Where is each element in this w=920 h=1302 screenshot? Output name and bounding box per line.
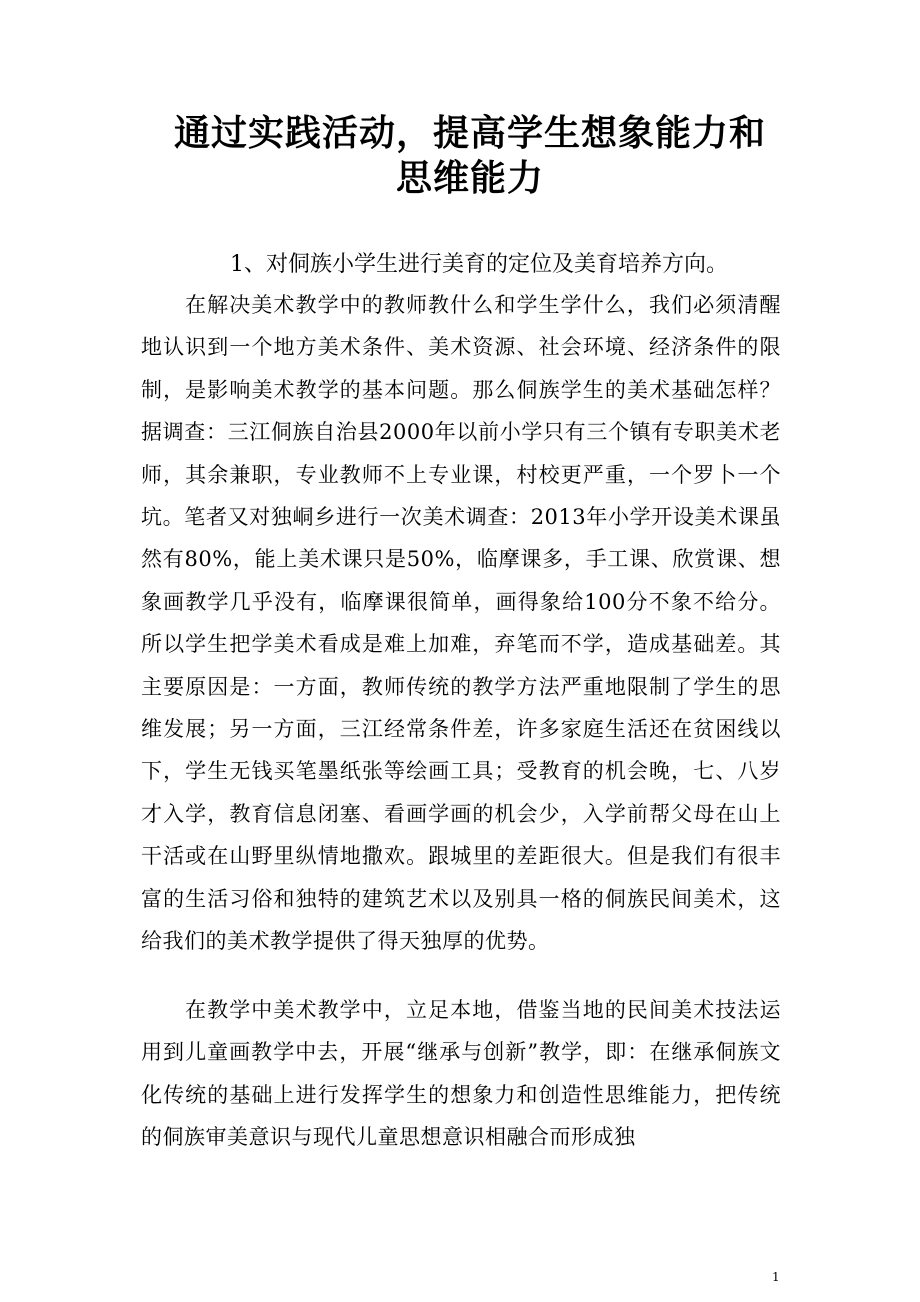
page-number: 1 — [772, 1270, 780, 1284]
document-title-line-2: 思维能力 — [395, 157, 544, 199]
body-paragraph-1: 在解决美术教学中的教师教什么和学生学什么，我们必须清醒地认识到一个地方美术条件、美术资源、社会环境、经济条件的限制，是影响美术教学的基本问题。那么侗族学生的美术基础怎样？据调查：三江侗族自治县2000年以前小学只有三个镇有专职美术老师，其余兼职，专业教师不上专业课，村校更严重，一个罗卜一个坑。笔者又对独峒乡进行一次美术调查：2013年小学开设美术课虽然有80%，能上美术课只是50%，临摩课多，手工课、欣赏课、想象画教学几乎没有，临摩课很简单，画得象给100分不象不给分。所以学生把学美术看成是难上加难，弃笔而不学，造成基础差。其主要原因是：一方面，教师传统的教学方法严重地限制了学生的思维发展；另一方面，三江经常条件差，许多家庭生活还在贫困线以下，学生无钱买笔墨纸张等绘画工具；受教育的机会晚，七、八岁才入学，教育信息闭塞、看画学画的机会少，入学前帮父母在山上干活或在山野里纵情地撒欢。跟城里的差距很大。但是我们有很丰富的生活习俗和独特的建筑艺术以及别具一格的侗族民间美术，这给我们的美术教学提供了得天独厚的优势。 — [141, 293, 781, 954]
document-title-line-1: 通过实践活动，提高学生想象能力和 — [173, 112, 766, 154]
section-heading: 1、对侗族小学生进行美育的定位及美育培养方向。 — [230, 252, 728, 277]
body-paragraph-2: 在教学中美术教学中，立足本地，借鉴当地的民间美术技法运用到儿童画教学中去，开展“继承与创新”教学，即：在继承侗族文化传统的基础上进行发挥学生的想象力和创造性思维能力，把传统的侗族审美意识与现代儿童思想意识相融合而形成独 — [141, 998, 781, 1150]
